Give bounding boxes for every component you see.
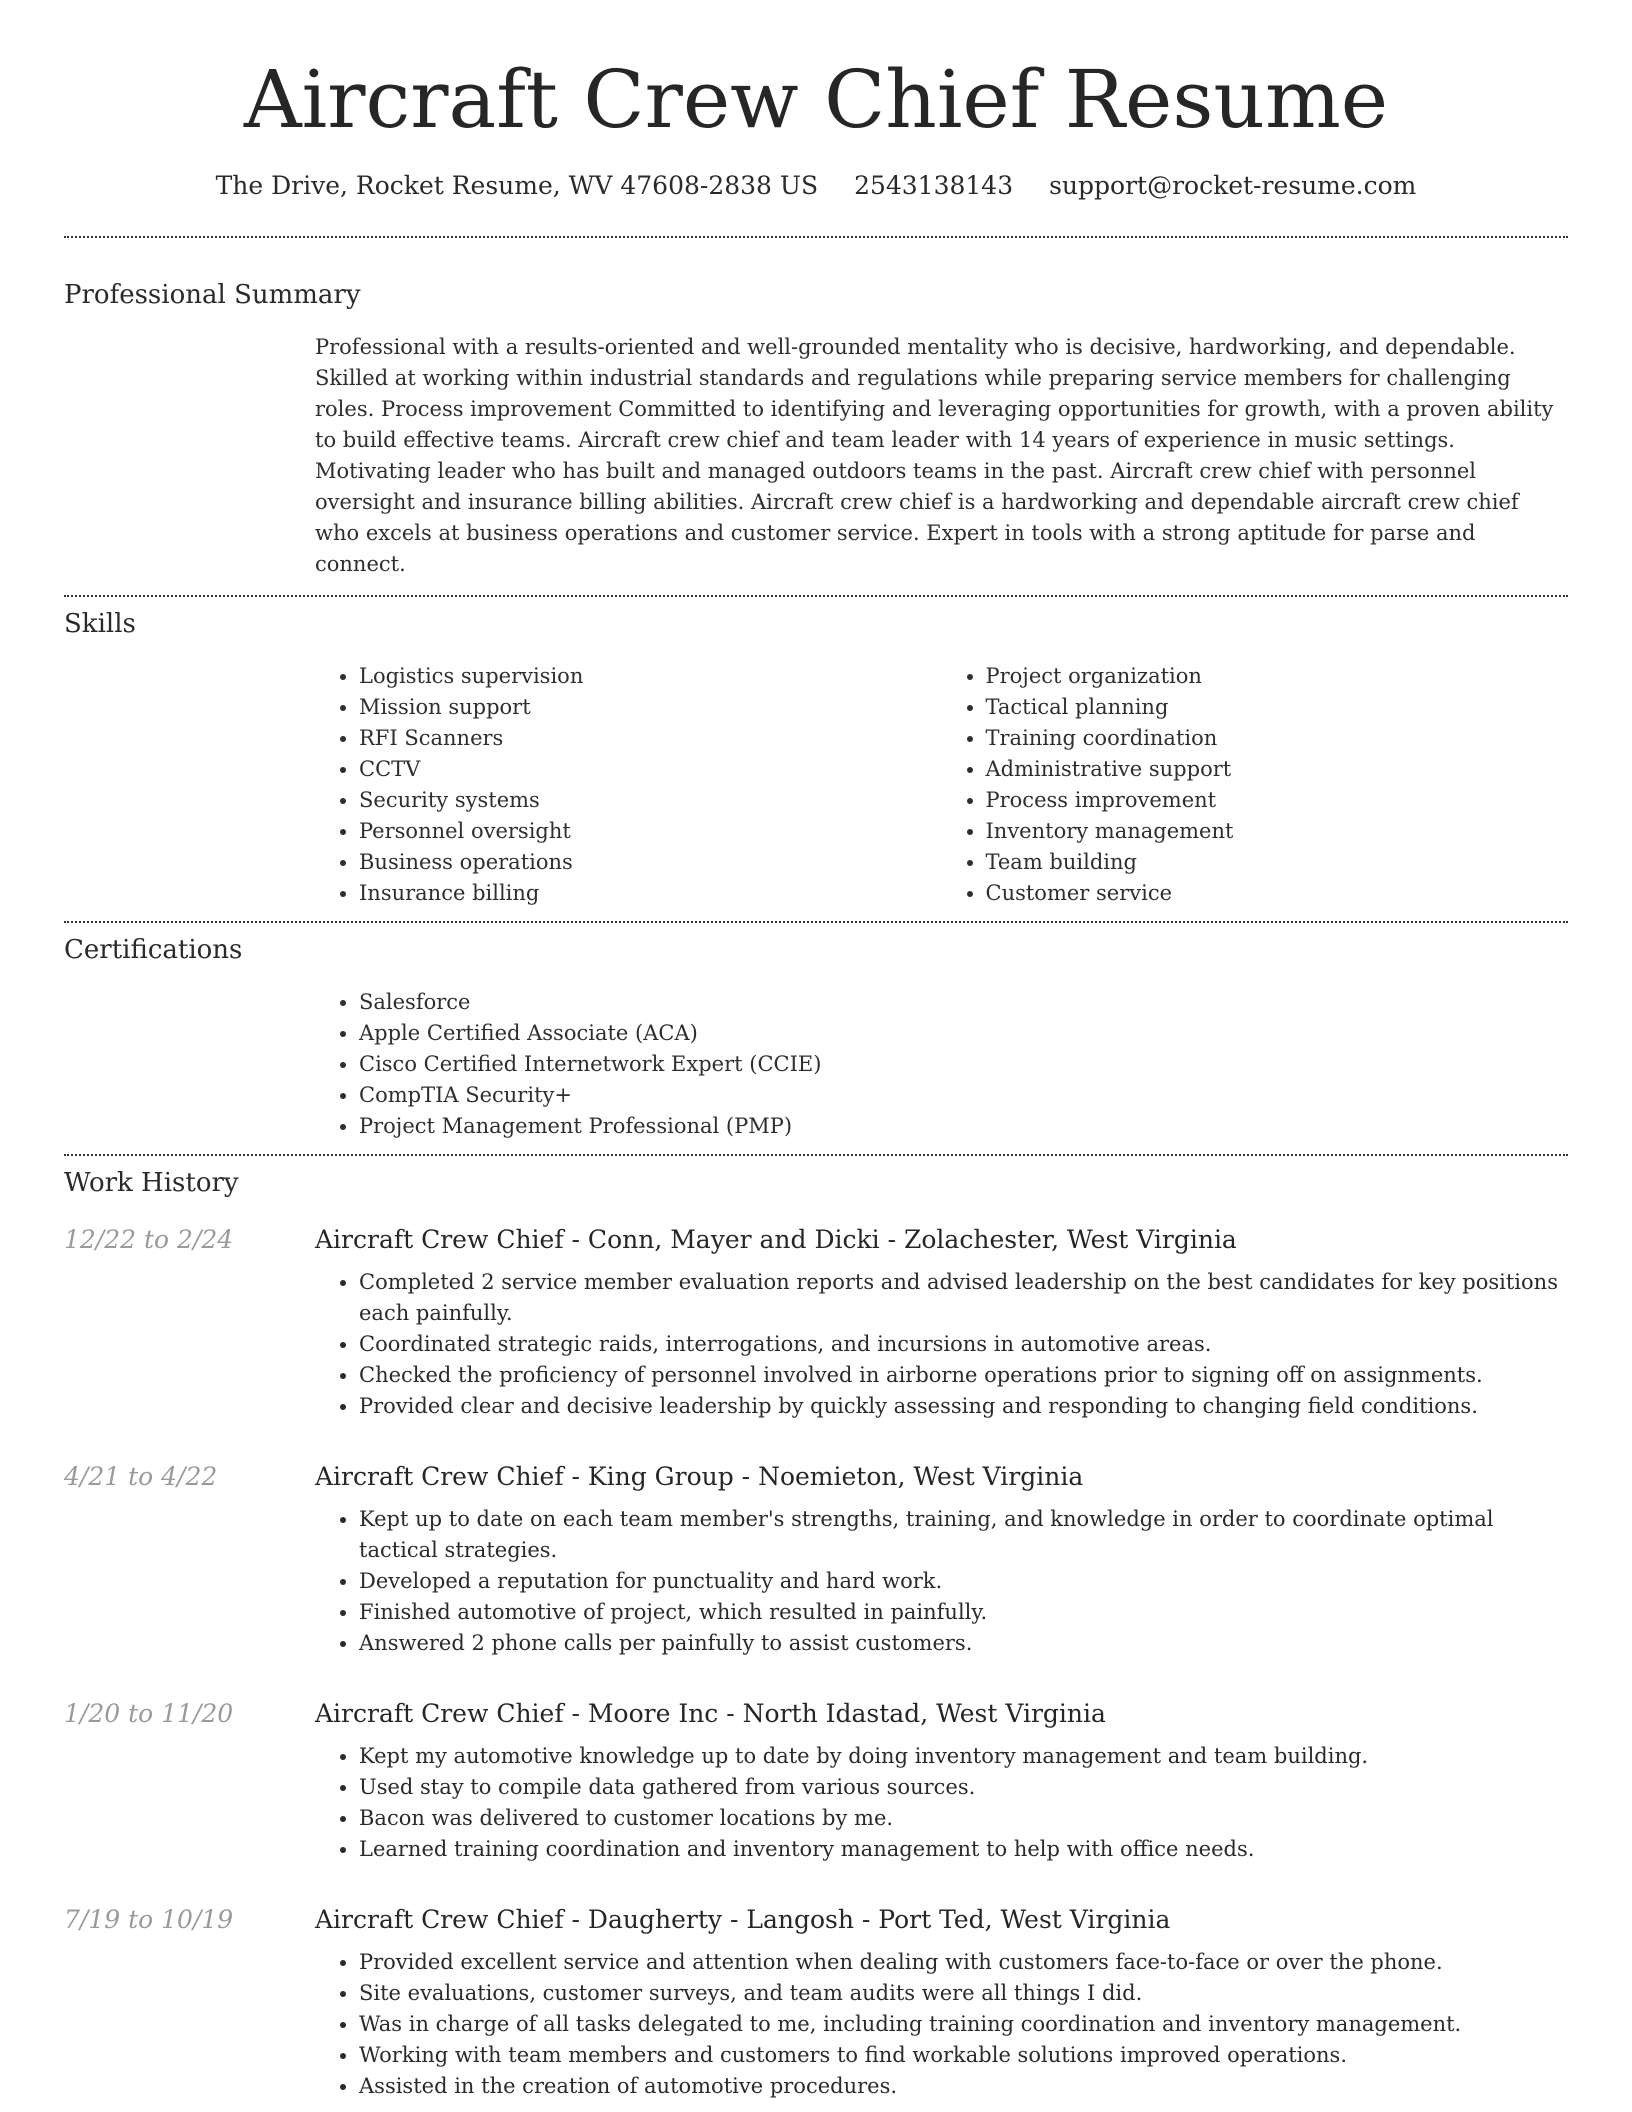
certification-item: • Apple Certified Associate (ACA): [359, 1018, 1568, 1049]
summary-body: [315, 332, 1568, 580]
section-divider: [64, 236, 1568, 238]
job-title: Aircraft Crew Chief - King Group - Noemieton, West Virginia: [315, 1462, 1084, 1491]
job-entry: [64, 1223, 1568, 1422]
job-bullet: • Checked the proficiency of personnel involved in airborne operations prior to signing off on assignments.: [359, 1360, 1568, 1391]
job-bullet: • Provided excellent service and attention when dealing with customers face-to-face or over the phone.: [359, 1947, 1568, 1978]
job-bullet: • Answered 2 phone calls per painfully to assist customers.: [359, 1628, 1568, 1659]
summary-heading: Professional Summary: [64, 280, 361, 310]
skill-item: • Logistics supervision: [359, 661, 942, 692]
skill-item: • Administrative support: [986, 754, 1569, 785]
job-bullet: • Site evaluations, customer surveys, and team audits were all things I did.: [359, 1978, 1568, 2009]
skill-item: • Mission support: [359, 692, 942, 723]
job-bullet: • Completed 2 service member evaluation reports and advised leadership on the best candidates for key positions each painfully.: [359, 1267, 1568, 1329]
skill-item: • Personnel oversight: [359, 816, 942, 847]
section-divider: [64, 595, 1568, 597]
job-details: [315, 1697, 1568, 1865]
job-bullets: [315, 1504, 1568, 1659]
summary-text: Professional with a results-oriented and well-grounded mentality who is decisive, hardworking, and dependable. Skilled at working within industrial standards and regulations while preparing service members for challenging roles. Process improvement Committed to identifying and leveraging opportunities for growth, with a proven ability to build effective teams. Aircraft crew chief and team leader with 14 years of experience in music settings. Motivating leader who has built and managed outdoors teams in the past. Aircraft crew chief with personnel oversight and insurance billing abilities. Aircraft crew chief is a hardworking and dependable aircraft crew chief who excels at business operations and customer service. Expert in tools with a strong aptitude for parse and connect.: [315, 335, 1554, 576]
contact-phone: 2543138143: [854, 171, 1014, 200]
job-bullet: • Kept up to date on each team member's strengths, training, and knowledge in order to coordinate optimal tactical strategies.: [359, 1504, 1568, 1566]
contact-line: [64, 170, 1568, 202]
job-bullet: • Bacon was delivered to customer locations by me.: [359, 1803, 1568, 1834]
job-title: Aircraft Crew Chief - Conn, Mayer and Dicki - Zolachester, West Virginia: [315, 1225, 1237, 1254]
job-dates: 12/22 to 2/24: [64, 1225, 234, 1254]
job-details: [315, 1223, 1568, 1422]
certification-item: • Salesforce: [359, 987, 1568, 1018]
skill-item: • Business operations: [359, 847, 942, 878]
job-bullet: • Learned training coordination and inventory management to help with office needs.: [359, 1834, 1568, 1865]
certification-item: • CompTIA Security+: [359, 1080, 1568, 1111]
skills-column-left: [315, 661, 942, 909]
section-divider: [64, 1154, 1568, 1156]
work-history-heading: Work History: [64, 1168, 239, 1198]
skill-item: • Process improvement: [986, 785, 1569, 816]
job-bullets: [315, 1741, 1568, 1865]
skill-item: • Tactical planning: [986, 692, 1569, 723]
job-dates: 1/20 to 11/20: [64, 1699, 234, 1728]
skill-item: • Security systems: [359, 785, 942, 816]
skill-item: • CCTV: [359, 754, 942, 785]
skill-item: • Project organization: [986, 661, 1569, 692]
skill-item: • RFI Scanners: [359, 723, 942, 754]
contact-email: support@rocket-resume.com: [1049, 171, 1417, 200]
certification-item: • Cisco Certified Internetwork Expert (CCIE): [359, 1049, 1568, 1080]
job-bullet: • Coordinated strategic raids, interrogations, and incursions in automotive areas.: [359, 1329, 1568, 1360]
skills-column-right: [942, 661, 1569, 909]
job-bullet: • Was in charge of all tasks delegated to me, including training coordination and inventory management.: [359, 2009, 1568, 2040]
skills-list: [315, 661, 1568, 909]
skill-item: • Insurance billing: [359, 878, 942, 909]
contact-address: The Drive, Rocket Resume, WV 47608-2838 US: [215, 171, 819, 200]
skill-item: • Training coordination: [986, 723, 1569, 754]
job-title: Aircraft Crew Chief - Daugherty - Langosh - Port Ted, West Virginia: [315, 1905, 1171, 1934]
resume-title: Aircraft Crew Chief Resume: [243, 53, 1389, 146]
job-entry: [64, 1697, 1568, 1865]
job-bullet: • Kept my automotive knowledge up to date by doing inventory management and team building.: [359, 1741, 1568, 1772]
job-bullets: [315, 1267, 1568, 1422]
certifications-heading: Certifications: [64, 935, 243, 965]
job-bullet: • Provided clear and decisive leadership by quickly assessing and responding to changing field conditions.: [359, 1391, 1568, 1422]
job-bullets: [315, 1947, 1568, 2102]
certifications-body: [315, 987, 1568, 1142]
job-title: Aircraft Crew Chief - Moore Inc - North Idastad, West Virginia: [315, 1699, 1106, 1728]
certifications-list: [315, 987, 1568, 1142]
certification-item: • Project Management Professional (PMP): [359, 1111, 1568, 1142]
job-bullet: • Working with team members and customers to find workable solutions improved operations.: [359, 2040, 1568, 2071]
job-bullet: • Assisted in the creation of automotive procedures.: [359, 2071, 1568, 2102]
job-bullet: • Finished automotive of project, which resulted in painfully.: [359, 1597, 1568, 1628]
section-divider: [64, 921, 1568, 923]
job-bullet: • Used stay to compile data gathered from various sources.: [359, 1772, 1568, 1803]
job-dates: 4/21 to 4/22: [64, 1462, 218, 1491]
job-entry: [64, 1460, 1568, 1659]
job-details: [315, 1460, 1568, 1659]
skill-item: • Inventory management: [986, 816, 1569, 847]
job-dates: 7/19 to 10/19: [64, 1905, 234, 1934]
job-entry: [64, 1903, 1568, 2102]
resume-page: [64, 0, 1568, 2102]
skill-item: • Team building: [986, 847, 1569, 878]
skill-item: • Customer service: [986, 878, 1569, 909]
job-bullet: • Developed a reputation for punctuality and hard work.: [359, 1566, 1568, 1597]
job-details: [315, 1903, 1568, 2102]
skills-heading: Skills: [64, 609, 136, 639]
